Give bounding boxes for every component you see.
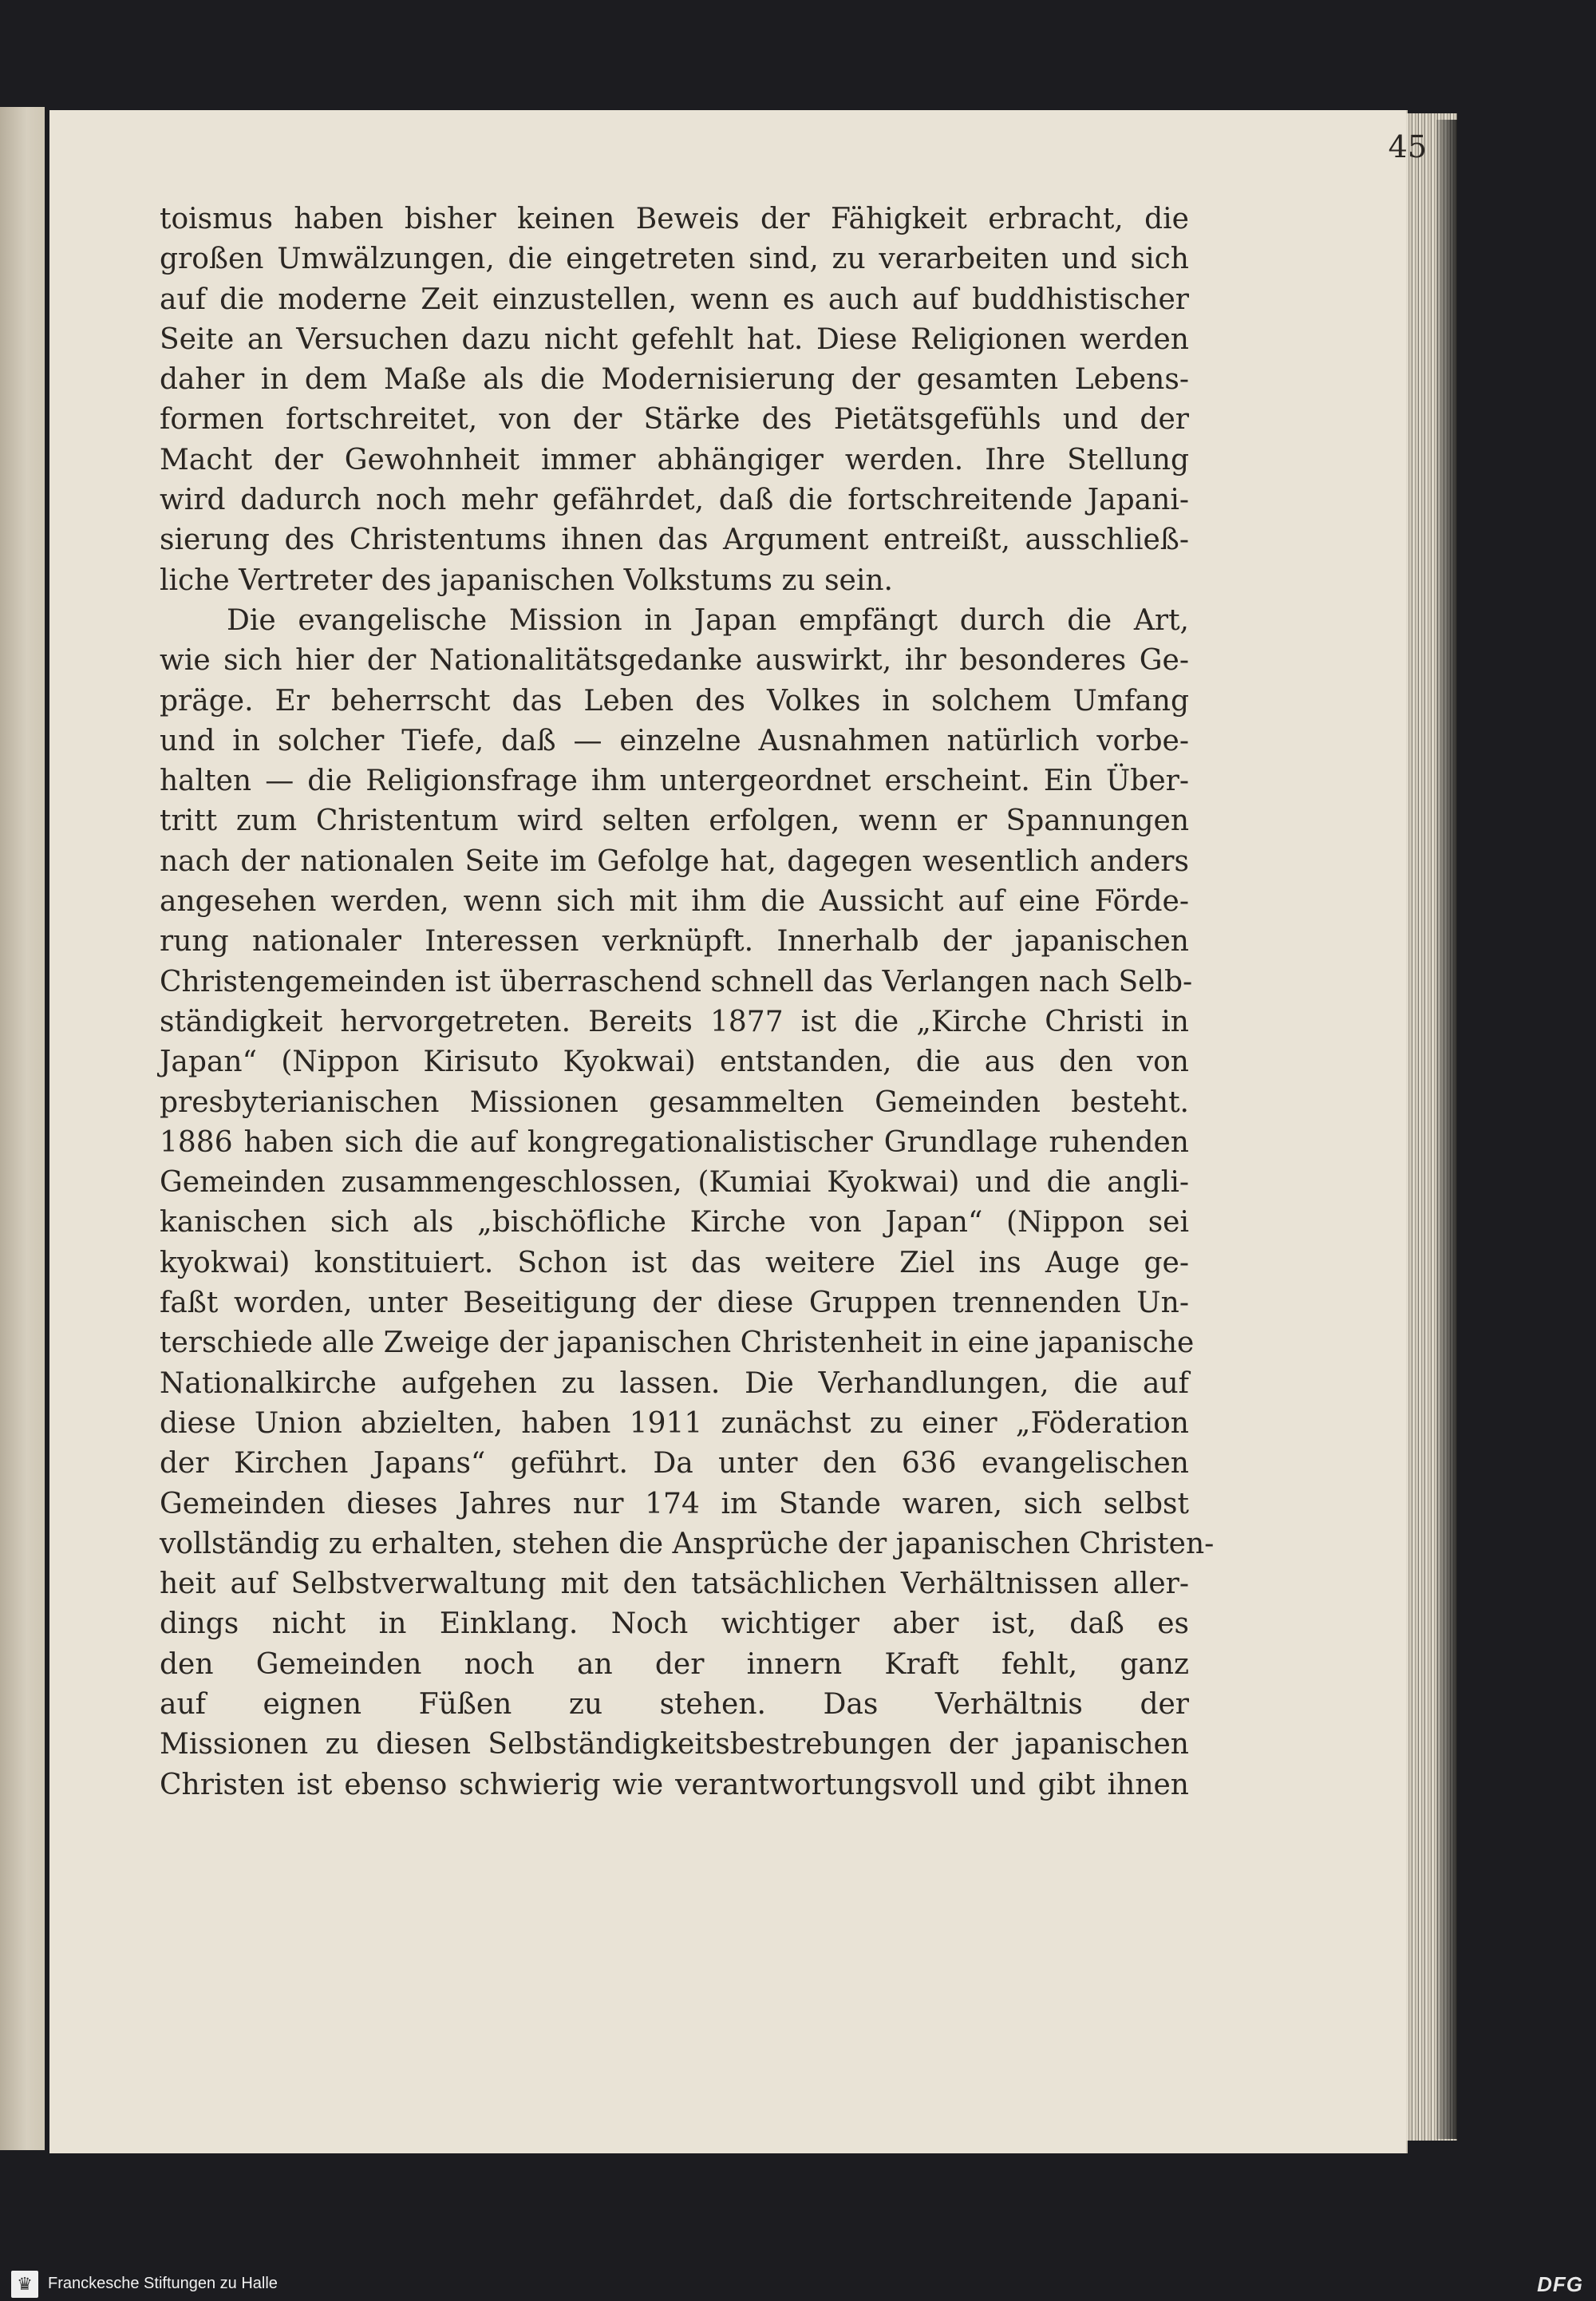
text-line: 1886 haben sich die auf kongregationalistischer Grundlage ruhenden	[160, 1125, 1189, 1159]
text-line: und in solcher Tiefe, daß — einzelne Ausnahmen natürlich vorbe-	[160, 724, 1189, 757]
text-line: wird dadurch noch mehr gefährdet, daß die fortschreitende Japani-	[160, 484, 1189, 517]
facing-page-edge	[0, 107, 45, 2150]
text-line: tritt zum Christentum wird selten erfolgen, wenn er Spannungen	[160, 805, 1189, 838]
text-line: den Gemeinden noch an der innern Kraft fehlt, ganz	[160, 1647, 1189, 1681]
text-line: halten — die Religionsfrage ihm untergeordnet erscheint. Ein Über-	[160, 765, 1189, 798]
text-line: Macht der Gewohnheit immer abhängiger werden. Ihre Stellung	[160, 443, 1189, 476]
text-line: wie sich hier der Nationalitätsgedanke auswirkt, ihr besonderes Ge-	[160, 644, 1189, 678]
text-line: vollständig zu erhalten, stehen die Ansprüche der japanischen Christen-	[160, 1527, 1215, 1560]
text-line: heit auf Selbstverwaltung mit den tatsächlichen Verhältnissen aller-	[160, 1568, 1189, 1601]
viewer-footer	[0, 2267, 1596, 2301]
text-line: presbyterianischen Missionen gesammelten Gemeinden besteht.	[160, 1085, 1189, 1119]
text-line: angesehen werden, wenn sich mit ihm die Aussicht auf eine Förde-	[160, 885, 1189, 919]
text-line: nach der nationalen Seite im Gefolge hat, dagegen wesentlich anders	[160, 844, 1189, 878]
text-line: Missionen zu diesen Selbständigkeitsbestrebungen der japanischen	[160, 1728, 1189, 1761]
text-line: großen Umwälzungen, die eingetreten sind, zu verarbeiten und sich	[160, 243, 1189, 276]
text-line: auf die moderne Zeit einzustellen, wenn es auch auf buddhistischer	[160, 283, 1189, 316]
text-line: diese Union abzielten, haben 1911 zunächst zu einer „Föderation	[160, 1406, 1189, 1440]
book-cover-shadow	[1436, 120, 1457, 2139]
text-line: terschiede alle Zweige der japanischen Christenheit in eine japanische	[160, 1326, 1195, 1360]
crest-icon: ♛	[11, 2271, 38, 2298]
text-line: sierung des Christentums ihnen das Argument entreißt, ausschließ-	[160, 524, 1189, 557]
text-line: Gemeinden zusammengeschlossen, (Kumiai Kyokwai) und die angli-	[160, 1166, 1189, 1200]
text-line: Japan“ (Nippon Kirisuto Kyokwai) entstanden, die aus den von	[160, 1046, 1189, 1079]
text-line: daher in dem Maße als die Modernisierung der gesamten Lebens-	[160, 363, 1189, 397]
text-line: Gemeinden dieses Jahres nur 174 im Stande waren, sich selbst	[160, 1487, 1189, 1520]
text-line: dings nicht in Einklang. Noch wichtiger aber ist, daß es	[160, 1607, 1189, 1641]
text-line: Seite an Versuchen dazu nicht gefehlt hat. Diese Religionen werden	[160, 322, 1189, 356]
text-line: kanischen sich als „bischöfliche Kirche von Japan“ (Nippon sei	[160, 1206, 1189, 1239]
text-line: toismus haben bisher keinen Beweis der Fähigkeit erbracht, die	[160, 203, 1189, 235]
text-line: auf eignen Füßen zu stehen. Das Verhältnis der	[160, 1687, 1189, 1721]
text-line: faßt worden, unter Beseitigung der diese Gruppen trennenden Un-	[160, 1287, 1189, 1320]
text-line: Christen ist ebenso schwierig wie verantwortungsvoll und gibt ihnen	[160, 1768, 1189, 1801]
text-line: kyokwai) konstituiert. Schon ist das weitere Ziel ins Auge ge-	[160, 1246, 1189, 1279]
institution-credit: Franckesche Stiftungen zu Halle	[48, 2275, 278, 2292]
page-number: 45	[1388, 129, 1427, 164]
text-line: Nationalkirche aufgehen zu lassen. Die Verhandlungen, die auf	[160, 1366, 1189, 1400]
text-line: ständigkeit hervorgetreten. Bereits 1877 ist die „Kirche Christi in	[160, 1005, 1189, 1038]
text-line: präge. Er beherrscht das Leben des Volkes in solchem Umfang	[160, 684, 1189, 718]
text-line: der Kirchen Japans“ geführt. Da unter den 636 evangelischen	[160, 1447, 1189, 1481]
body-text	[160, 200, 1215, 1805]
text-line: Christengemeinden ist überraschend schnell das Verlangen nach Selb-	[160, 965, 1193, 998]
text-line: rung nationaler Interessen verknüpft. Innerhalb der japanischen	[160, 925, 1189, 959]
text-line: formen fortschreitet, von der Stärke des Pietätsgefühls und der	[160, 403, 1189, 437]
dfg-logo: DFG	[1537, 2272, 1583, 2296]
paragraph-start-line: Die evangelische Mission in Japan empfängt durch die Art,	[227, 603, 1189, 637]
text-line: liche Vertreter des japanischen Volkstums zu sein.	[160, 563, 893, 597]
